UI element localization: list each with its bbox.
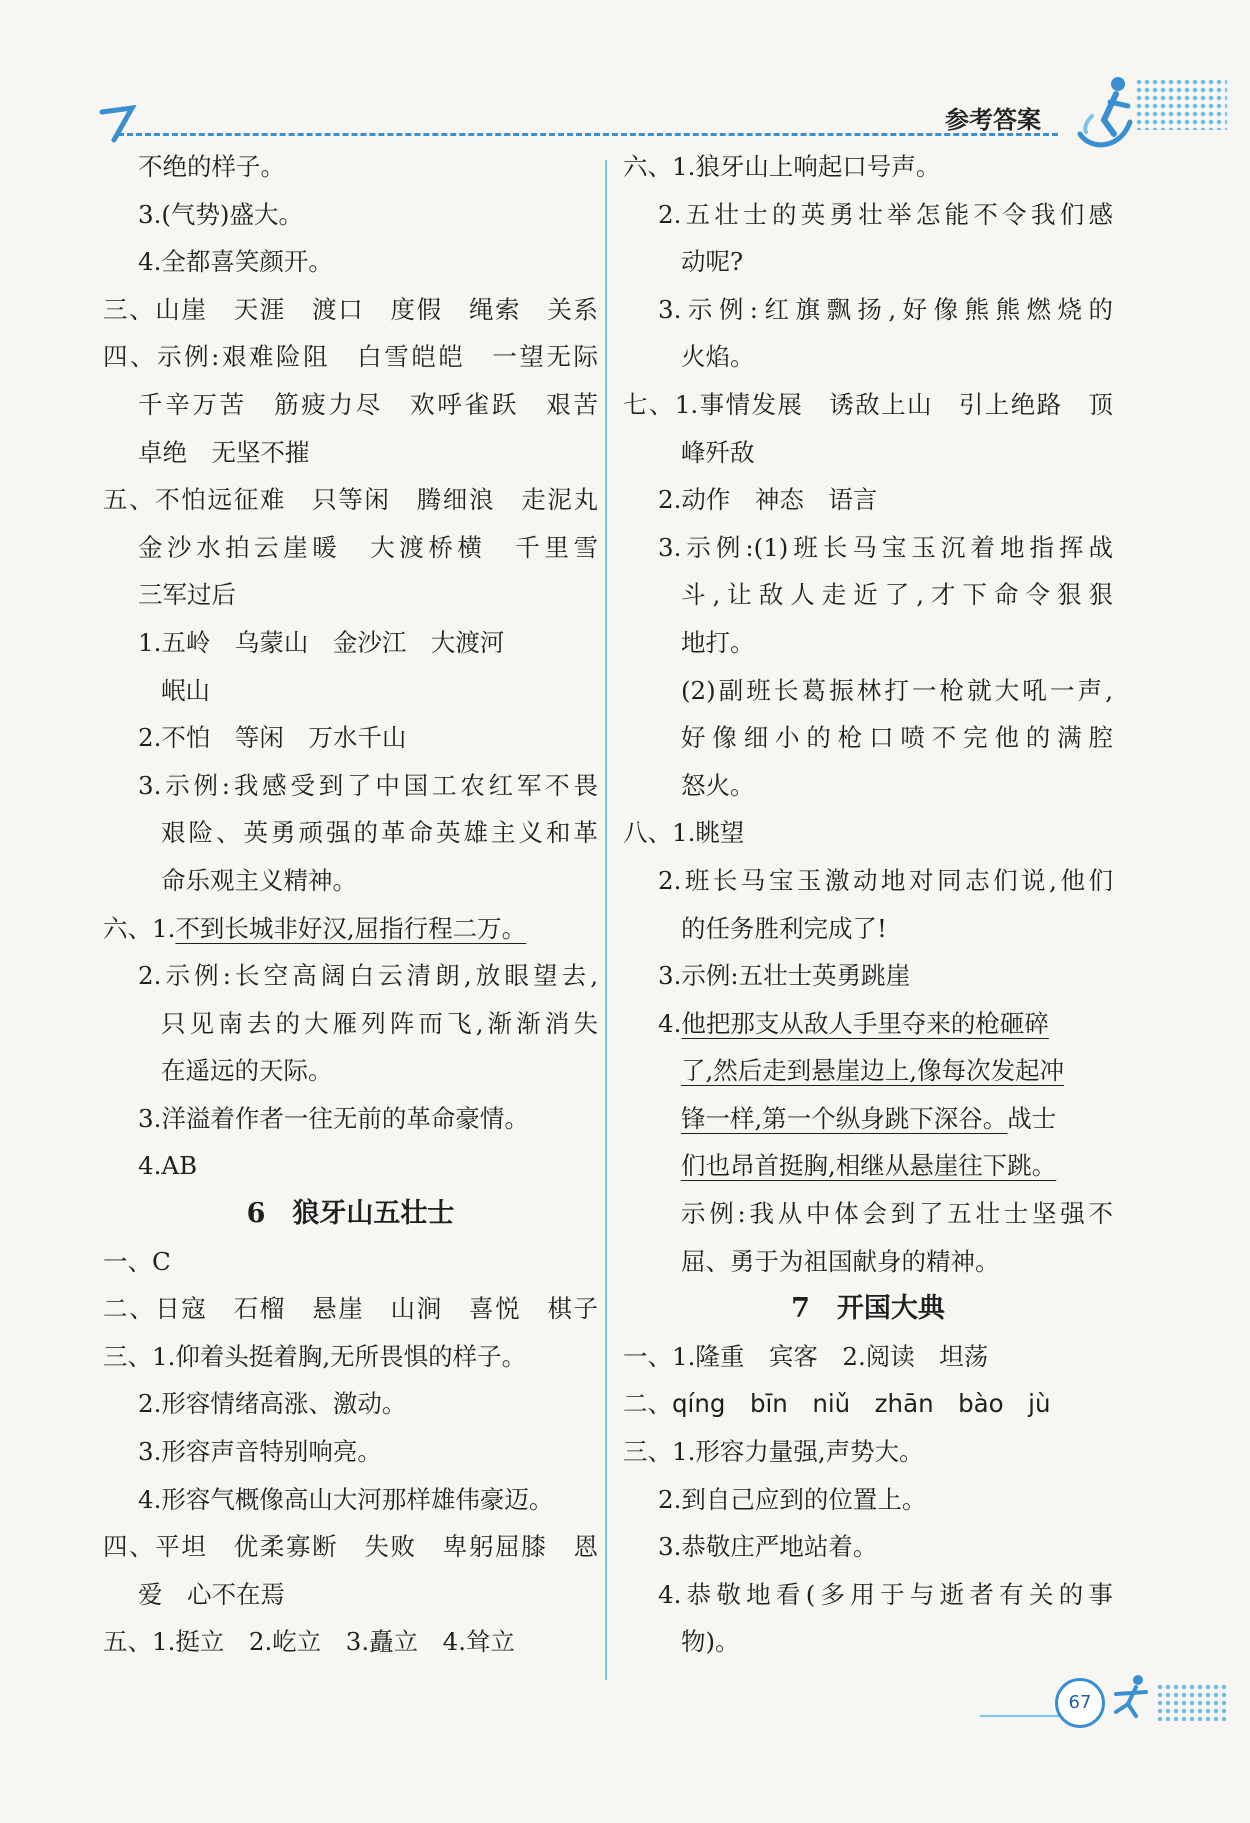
answer-line: 4.全都喜笑颜开。	[138, 247, 333, 277]
answer-line	[623, 1142, 1113, 1190]
answer-line: 三、1.形容力量强,声势大。	[623, 1437, 924, 1467]
answer-line	[623, 1095, 1113, 1143]
running-figure-icon	[1070, 72, 1140, 152]
answer-line: 3.恭敬庄严地站着。	[658, 1532, 878, 1562]
answer-line	[623, 1000, 1113, 1048]
lesson-title: 6 狼牙山五壮士	[246, 1198, 455, 1230]
answer-line: 3.形容声音特别响亮。	[138, 1437, 382, 1467]
answer-line: 3.示例:(1)班长马宝玉沉着地指挥战	[658, 532, 1113, 562]
lesson-title: 7 开国大典	[791, 1293, 945, 1325]
underlined-answer: 了,然后走到悬崖边上,像每次发起冲	[681, 1056, 1065, 1086]
answer-line: 三、1.仰着头挺着胸,无所畏惧的样子。	[103, 1341, 527, 1371]
answer-line: 3.洋溢着作者一往无前的革命豪情。	[138, 1103, 529, 1133]
answer-line: 物)。	[681, 1627, 740, 1657]
answer-line: 艰险、英勇顽强的革命英雄主义和革	[161, 818, 598, 848]
answer-line: 五、不怕远征难 只等闲 腾细浪 走泥丸	[103, 485, 598, 515]
answer-line: 2.不怕 等闲 万水千山	[138, 723, 407, 753]
running-figure-icon	[1108, 1672, 1152, 1722]
answer-line: 爱 心不在焉	[138, 1579, 285, 1609]
answer-line: 在遥远的天际。	[161, 1056, 333, 1086]
answer-line: 2.动作 神态 语言	[658, 485, 878, 515]
answer-line: 八、1.眺望	[623, 818, 745, 848]
answer-line: (2)副班长葛振林打一枪就大吼一声,	[681, 675, 1113, 705]
answer-line: 二、qíng bīn niǔ zhān bào jù	[623, 1389, 1051, 1419]
answer-line: 三、山崖 天涯 渡口 度假 绳索 关系	[103, 294, 598, 324]
answer-line: 一、1.隆重 宾客 2.阅读 坦荡	[623, 1341, 989, 1371]
answer-line	[623, 1047, 1113, 1095]
answer-line: 六、1.狼牙山上响起口号声。	[623, 152, 941, 181]
answer-line: 峰歼敌	[681, 437, 755, 467]
answer-text: 战士	[1007, 1103, 1057, 1133]
answer-line: 岷山	[161, 675, 210, 705]
answer-line: 金沙水拍云崖暖 大渡桥横 千里雪	[138, 532, 598, 562]
footer-line	[980, 1715, 1070, 1717]
answer-line: 卓绝 无坚不摧	[138, 437, 310, 467]
left-column	[103, 143, 598, 1666]
right-column	[623, 143, 1113, 1666]
answer-line: 千辛万苦 筋疲力尽 欢呼雀跃 艰苦	[138, 389, 598, 419]
corner-logo-icon	[98, 104, 138, 144]
answer-line: 只见南去的大雁列阵而飞,渐渐消失	[161, 1008, 598, 1038]
answer-line	[103, 905, 598, 953]
header-dot-pattern	[1135, 78, 1227, 130]
header-title: 参考答案	[945, 106, 1041, 134]
answer-line: 怒火。	[681, 770, 755, 800]
page-number: 67	[1055, 1678, 1105, 1728]
column-divider	[605, 160, 607, 1680]
answer-line: 屈、勇于为祖国献身的精神。	[681, 1246, 1000, 1276]
answer-line: 四、平坦 优柔寡断 失败 卑躬屈膝 恩	[103, 1532, 598, 1562]
answer-line: 2.形容情绪高涨、激动。	[138, 1389, 407, 1419]
underlined-answer: 他把那支从敌人手里夺来的枪砸碎	[681, 1008, 1049, 1038]
answer-line: 动呢?	[681, 247, 744, 277]
answer-line: 火焰。	[681, 342, 755, 372]
answer-line: 3.(气势)盛大。	[138, 199, 303, 229]
answer-line: 3.示例:我感受到了中国工农红军不畏	[138, 770, 598, 800]
answer-line: 1.五岭 乌蒙山 金沙江 大渡河	[138, 627, 505, 657]
answer-line: 示例:我从中体会到了五壮士坚强不	[681, 1199, 1113, 1229]
answer-line: 七、1.事情发展 诱敌上山 引上绝路 顶	[623, 389, 1113, 419]
answer-line: 2.到自己应到的位置上。	[658, 1484, 927, 1514]
header-dashed-line	[118, 133, 1058, 136]
footer-dot-pattern	[1156, 1683, 1226, 1723]
underlined-answer: 们也昂首挺胸,相继从悬崖往下跳。	[681, 1151, 1057, 1181]
answer-line: 二、日寇 石榴 悬崖 山涧 喜悦 棋子	[103, 1294, 598, 1324]
underlined-answer: 锋一样,第一个纵身跳下深谷。	[681, 1103, 1008, 1133]
answer-line: 4.AB	[138, 1151, 198, 1181]
answer-line: 的任务胜利完成了!	[681, 913, 887, 943]
answer-line: 4.恭敬地看(多用于与逝者有关的事	[658, 1579, 1113, 1609]
answer-line: 五、1.挺立 2.屹立 3.矗立 4.耸立	[103, 1627, 516, 1657]
question-number: 4.	[658, 1008, 682, 1038]
answer-line: 斗,让敌人走近了,才下命令狠狠	[681, 580, 1113, 610]
answer-line: 好像细小的枪口喷不完他的满腔	[681, 723, 1113, 753]
question-number: 六、1.	[103, 913, 176, 943]
answer-line: 2.五壮士的英勇壮举怎能不令我们感	[658, 199, 1113, 229]
answer-line: 2.示例:长空高阔白云清朗,放眼望去,	[138, 961, 598, 991]
answer-line: 3.示例:红旗飘扬,好像熊熊燃烧的	[658, 294, 1113, 324]
answer-line: 4.形容气概像高山大河那样雄伟豪迈。	[138, 1484, 554, 1514]
answer-line: 3.示例:五壮士英勇跳崖	[658, 961, 911, 991]
answer-line: 地打。	[681, 627, 755, 657]
answer-line: 命乐观主义精神。	[161, 865, 357, 895]
answer-line: 不绝的样子。	[138, 152, 285, 181]
answer-line: 2.班长马宝玉激动地对同志们说,他们	[658, 865, 1113, 895]
underlined-answer: 不到长城非好汉,屈指行程二万。	[175, 913, 527, 943]
answer-line: 四、示例:艰难险阻 白雪皑皑 一望无际	[103, 342, 598, 372]
answer-line: 三军过后	[138, 580, 236, 610]
answer-line: 一、C	[103, 1246, 171, 1276]
